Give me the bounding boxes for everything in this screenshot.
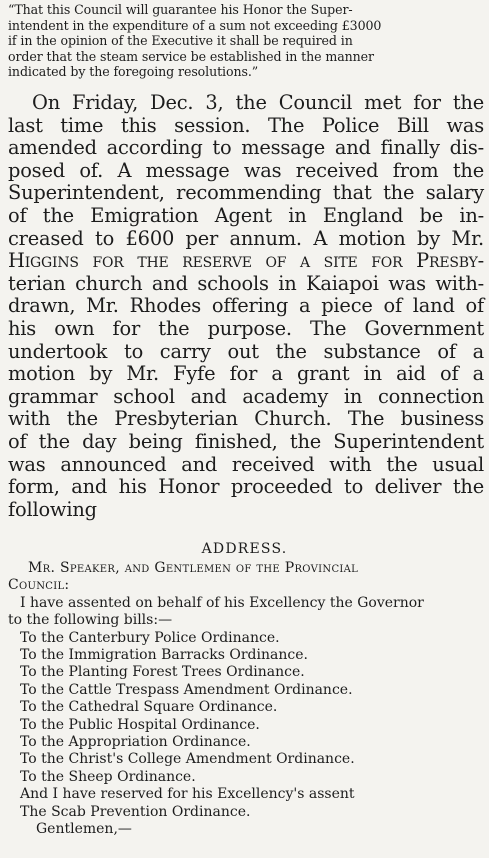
closing-salutation: Gentlemen,—: [36, 821, 132, 838]
paragraph-line: his own for the purpose. The Government: [8, 316, 484, 340]
paragraph-line: drawn, Mr. Rhodes offering a piece of land of: [8, 294, 484, 318]
bill-item: To the Christ's College Amendment Ordinance.: [20, 751, 355, 768]
bill-item: To the Planting Forest Trees Ordinance.: [20, 664, 305, 681]
paragraph-line: Superintendent, recommending that the salary: [8, 181, 484, 205]
reserved-bill: The Scab Prevention Ordinance.: [20, 803, 251, 820]
paragraph-line: form, and his Honor proceeded to deliver the: [8, 475, 484, 499]
intro-line: to the following bills:—: [8, 612, 173, 629]
article-paragraph: [8, 92, 484, 521]
paragraph-line: last time this session. The Police Bill was: [8, 113, 484, 137]
paragraph-line: posed of. A message was received from the: [8, 158, 484, 182]
quote-line: order that the steam service be established in the manner: [8, 48, 374, 64]
paragraph-line: with the Presbyterian Church. The business: [8, 407, 484, 431]
reserved-line: And I have reserved for his Excellency's assent: [20, 786, 355, 803]
address-heading: ADDRESS.: [201, 541, 288, 557]
quote-line: indicated by the foregoing resolutions.”: [8, 64, 259, 80]
paragraph-line: undertook to carry out the substance of a: [8, 339, 484, 363]
address-body: [8, 560, 486, 839]
quote-line: intendent in the expenditure of a sum not exceeding £3000: [8, 17, 382, 33]
bill-item: To the Appropriation Ordinance.: [20, 734, 251, 751]
bill-item: To the Cattle Trespass Amendment Ordinance.: [20, 681, 353, 698]
bill-item: To the Public Hospital Ordinance.: [20, 716, 260, 733]
paragraph-line: of the day being finished, the Superintendent: [8, 429, 484, 453]
paragraph-line: grammar school and academy in connection: [8, 384, 484, 408]
salutation-line: Mr. Speaker, and Gentlemen of the Provincial: [28, 560, 359, 576]
bill-item: To the Sheep Ordinance.: [20, 768, 196, 785]
salutation-line: Council:: [8, 577, 70, 594]
bill-item: To the Cathedral Square Ordinance.: [20, 699, 278, 716]
paragraph-line: creased to £600 per annum. A motion by Mr.: [8, 226, 484, 250]
paragraph-line: terian church and schools in Kaiapoi was with-: [8, 271, 484, 295]
bill-item: To the Canterbury Police Ordinance.: [20, 629, 280, 646]
paragraph-line: was announced and received with the usual: [8, 452, 484, 476]
paragraph-line: motion by Mr. Fyfe for a grant in aid of a: [8, 362, 484, 386]
paragraph-line: amended according to message and finally dis-: [8, 136, 484, 160]
quote-line: if in the opinion of the Executive it shall be required in: [8, 33, 353, 49]
quote-line: “That this Council will guarantee his Honor the Super-: [8, 2, 353, 17]
paragraph-line: Higgins for the reserve of a site for Presby-: [8, 249, 484, 273]
intro-line: I have assented on behalf of his Excellency the Governor: [20, 594, 424, 611]
bill-item: To the Immigration Barracks Ordinance.: [20, 647, 308, 664]
paragraph-line: of the Emigration Agent in England be in-: [8, 203, 484, 227]
paragraph-line: On Friday, Dec. 3, the Council met for the: [32, 91, 484, 114]
paragraph-line: following: [8, 497, 97, 521]
quoted-resolution: [8, 2, 486, 80]
